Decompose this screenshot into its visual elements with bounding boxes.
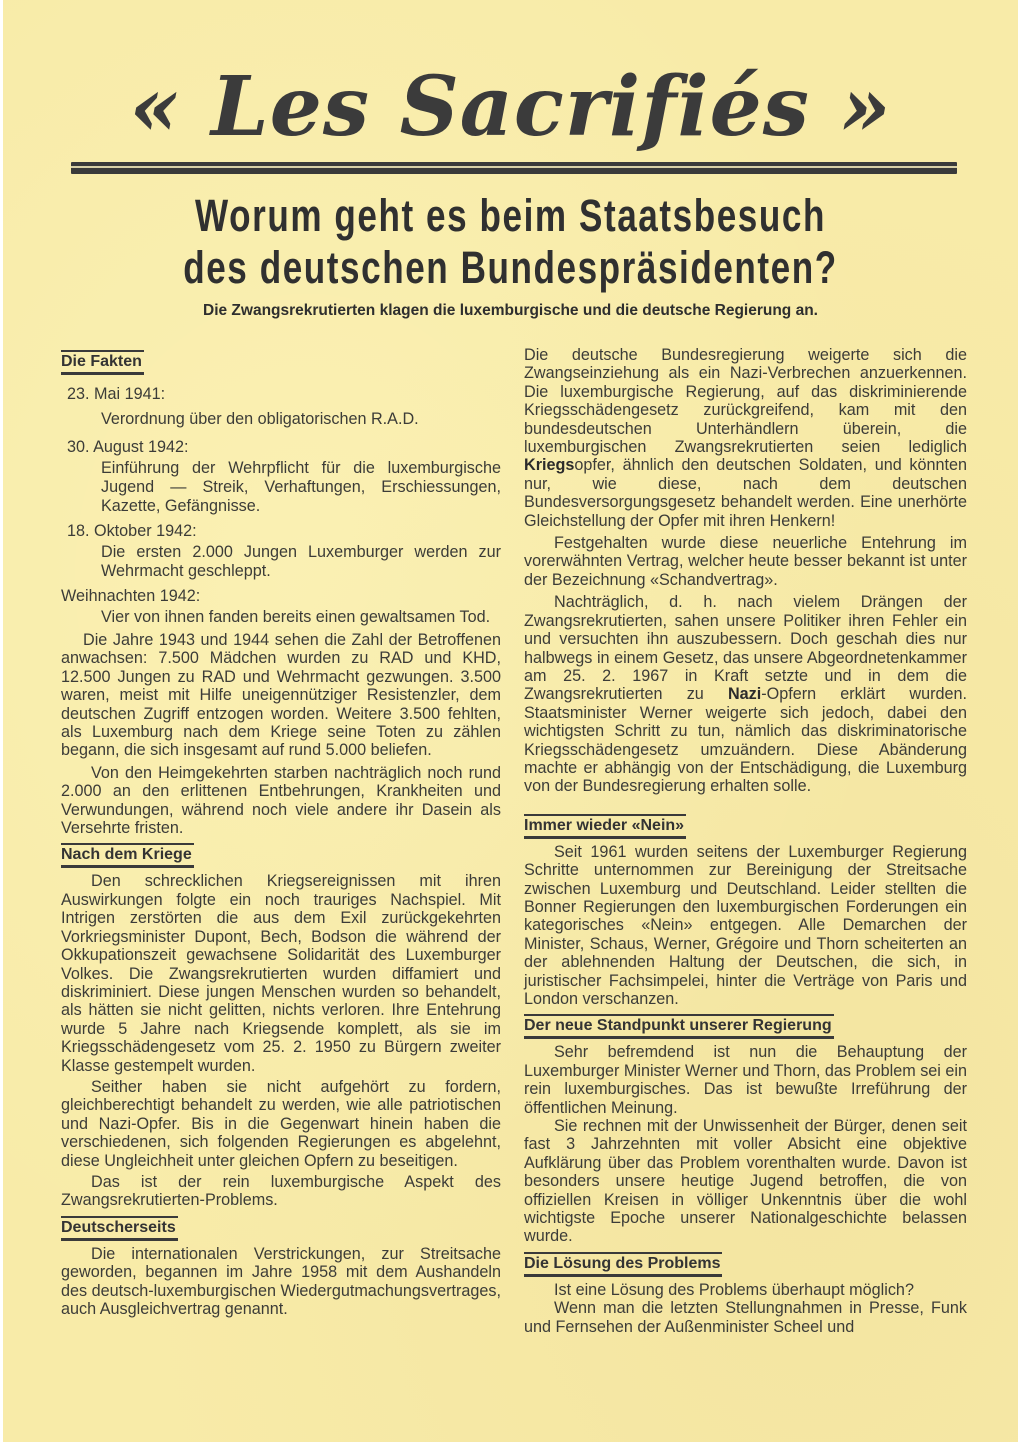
fact-date: 23. Mai 1941:	[67, 385, 166, 403]
section-nach-dem-kriege	[61, 837, 501, 1209]
left-column	[61, 344, 501, 1318]
section-loesung	[524, 1246, 967, 1336]
paragraph: Von den Heimgekehrten starben nachträglich noch rund 2.000 an den erlittenen Entbehrungen, Krankheiten und Verwundungen, während noch viele andere ihr Dasein als Versehrte fristen.	[61, 763, 501, 838]
section-heading: Die Lösung des Problems	[524, 1252, 722, 1277]
masthead-title: « Les Sacrifiés »	[129, 59, 892, 155]
paragraph: Seither haben sie nicht aufgehört zu fordern, gleichberechtigt behandelt zu werden, wie alle patriotischen und Nazi-Opfer. Bis in die Gegenwart hinein haben die verschiedenen, sich folgenden Regierungen es abgelehnt, diese Ungleichheit unter gleichen Opfern zu beseitigen.	[61, 1077, 501, 1170]
emphasis-text: Nazi	[727, 685, 762, 704]
fact-date: 18. Oktober 1942:	[67, 522, 197, 540]
section-neuer-standpunkt	[524, 1008, 967, 1245]
section-heading: Immer wieder «Nein»	[524, 814, 686, 839]
section-deutscherseits	[61, 1210, 501, 1319]
paragraph: Sie rechnen mit der Unwissenheit der Bürger, denen seit fast 3 Jahrzehnten mit voller Absicht eine objektive Aufklärung über das Problem vorenthalten wurde. Davon ist besonders unsere heutige Jugend betroffen, die von offiziellen Kreisen in völliger Unkenntnis über die wohl wichtigste Epoche unserer Nationalgeschichte belassen wurde.	[524, 1117, 967, 1246]
section-heading: Nach dem Kriege	[61, 843, 194, 868]
fact-description: Vier von ihnen fanden bereits einen gewaltsamen Tod.	[101, 608, 491, 626]
fact-description: Verordnung über den obligatorischen R.A.D.	[101, 410, 419, 428]
headline-line-1: Worum geht es beim Staatsbesuch	[195, 190, 826, 241]
section-heading: Deutscherseits	[61, 1216, 178, 1241]
text-run: -Opfern erklärt wurden. Staatsminister Werner weigerte sich jedoch, dabei den wichtigsten Schritt zu tun, nämlich das diskriminatorische Kriegsschädengesetz umzuändern. Diese Abänderung machte er abhängig von der Entschädigung, die Luxemburg von der Bundesregierung erhalten solle.	[524, 685, 967, 796]
paragraph: Festgehalten wurde diese neuerliche Entehrung im vorerwähnten Vertrag, welcher heute besser bekannt ist unter der Bezeichnung «Schandvertrag».	[524, 534, 967, 589]
headline	[115, 190, 907, 294]
text-run: Die deutsche Bundesregierung weigerte sich die Zwangseinziehung als ein Nazi-Verbrechen anzuerkennen. Die luxemburgische Regierung, auf das diskriminierende Kriegsschädengesetz zurückgreifend, kam mit den bundesdeutschen Unterhändlern überein, die luxemburgischen Zwangsrekrutierten seien lediglich	[524, 346, 967, 457]
headline-line-2: des deutschen Bundespräsidenten?	[183, 242, 838, 293]
double-rule-divider	[71, 162, 957, 174]
paragraph	[524, 593, 967, 795]
section-heading: Der neue Standpunkt unserer Regierung	[524, 1014, 834, 1039]
section-immer-wieder-nein	[524, 808, 967, 1009]
paragraph: Sehr befremdend ist nun die Behauptung der Luxemburger Minister Werner und Thorn, das Problem sei ein rein luxemburgisches. Das ist bewußte Irreführung der öffentlichen Meinung.	[524, 1043, 967, 1117]
text-run: opfer, ähnlich den deutschen Soldaten, und könnten nur, wie diese, nach dem deutschen Bundesversorgungsgesetz behandelt werden. Eine unerhörte Gleichstellung der Opfer mit ihren Henkern!	[524, 456, 967, 530]
right-column	[524, 346, 967, 1336]
emphasis-text: Kriegs	[524, 456, 575, 475]
paragraph: Ist eine Lösung des Problems überhaupt möglich?	[554, 1280, 914, 1299]
fact-description: Einführung der Wehrpflicht für die luxemburgische Jugend — Streik, Verhaftungen, Erschiessungen, Kazette, Gefängnisse.	[101, 459, 501, 515]
paragraph: Den schrecklichen Kriegsereignissen mit ihren Auswirkungen folgte ein noch trauriges Nachspiel. Mit Intrigen zerstörten die aus dem Exil zurückgekehrten Vorkriegsminister Dupont, Bech, Bodson die während der Okkupationszeit gewachsene Solidarität des Luxemburger Volkes. Die Zwangsrekrutierten wurden diffamiert und diskriminiert. Diese jungen Menschen wurden so behandelt, als hätten sie nicht gelitten, nichts verloren. Ihre Entehrung wurde 5 Jahre nach Kriegsende komplett, als sie im Kriegsschädengesetz vom 25. 2. 1950 zu Bürgern zweiter Klasse gestempelt wurden.	[61, 872, 501, 1075]
paragraph: Wenn man die letzten Stellungnahmen in Presse, Funk und Fernsehen der Außenminister Scheel und	[524, 1299, 967, 1336]
paragraph: Das ist der rein luxemburgische Aspekt des Zwangsrekrutierten-Problems.	[61, 1172, 501, 1210]
text-run: Nachträglich, d. h. nach vielem Drängen der Zwangsrekrutierten, sahen unsere Politiker ihren Fehler ein und versuchten ihn auszubessern. Doch geschah dies nur halbwegs in einem Gesetz, das unsere Abgeordnetenkammer am 25. 2. 1967 in Kraft setzte und in dem die Zwangsrekrutierten zu	[524, 593, 967, 704]
paragraph: Die internationalen Verstrickungen, zur Streitsache geworden, begannen im Jahre 1958 mit dem Aushandeln des deutsch-luxemburgischen Wiedergutmachungsvertrages, auch Ausgleichvertrag genannt.	[61, 1244, 501, 1318]
paragraph	[524, 346, 967, 530]
section-intro-continued	[524, 346, 967, 796]
paragraph: Die Jahre 1943 und 1944 sehen die Zahl der Betroffenen anwachsen: 7.500 Mädchen wurden zu RAD und KHD, 12.500 Jungen zu RAD und Wehrmacht gezwungen. 3.500 waren, meist mit Hilfe uneigennütziger Resistenzler, dem deutschen Zugriff entzogen worden. Weitere 3.500 fehlten, als Luxemburg nach dem Kriege seine Toten zu zählen begann, die sich insgesamt auf rund 5.000 beliefen.	[61, 631, 501, 760]
section-heading: Die Fakten	[61, 350, 144, 375]
subheadline: Die Zwangsrekrutierten klagen die luxemburgische und die deutsche Regierung an.	[203, 302, 818, 319]
fact-date: 30. August 1942:	[67, 438, 189, 456]
paragraph: Seit 1961 wurden seitens der Luxemburger Regierung Schritte unternommen zur Bereinigung der Streitsache zwischen Luxemburg und Deutschland. Leider stellten die Bonner Regierungen den luxemburgischen Forderungen ein kategorisches «Nein» entgegen. Alle Demarchen der Minister, Schaus, Werner, Grégoire und Thorn scheiterten an der ablehnenden Haltung der Deutschen, die sich, in juristischer Fachsimpelei, hinter die Verträge von Paris und London verschanzen.	[524, 842, 967, 1008]
newspaper-page	[3, 0, 1018, 1442]
section-die-fakten	[61, 344, 501, 837]
fact-description: Die ersten 2.000 Jungen Luxemburger werden zur Wehrmacht geschleppt.	[101, 543, 501, 580]
fact-date: Weihnachten 1942:	[61, 587, 201, 605]
